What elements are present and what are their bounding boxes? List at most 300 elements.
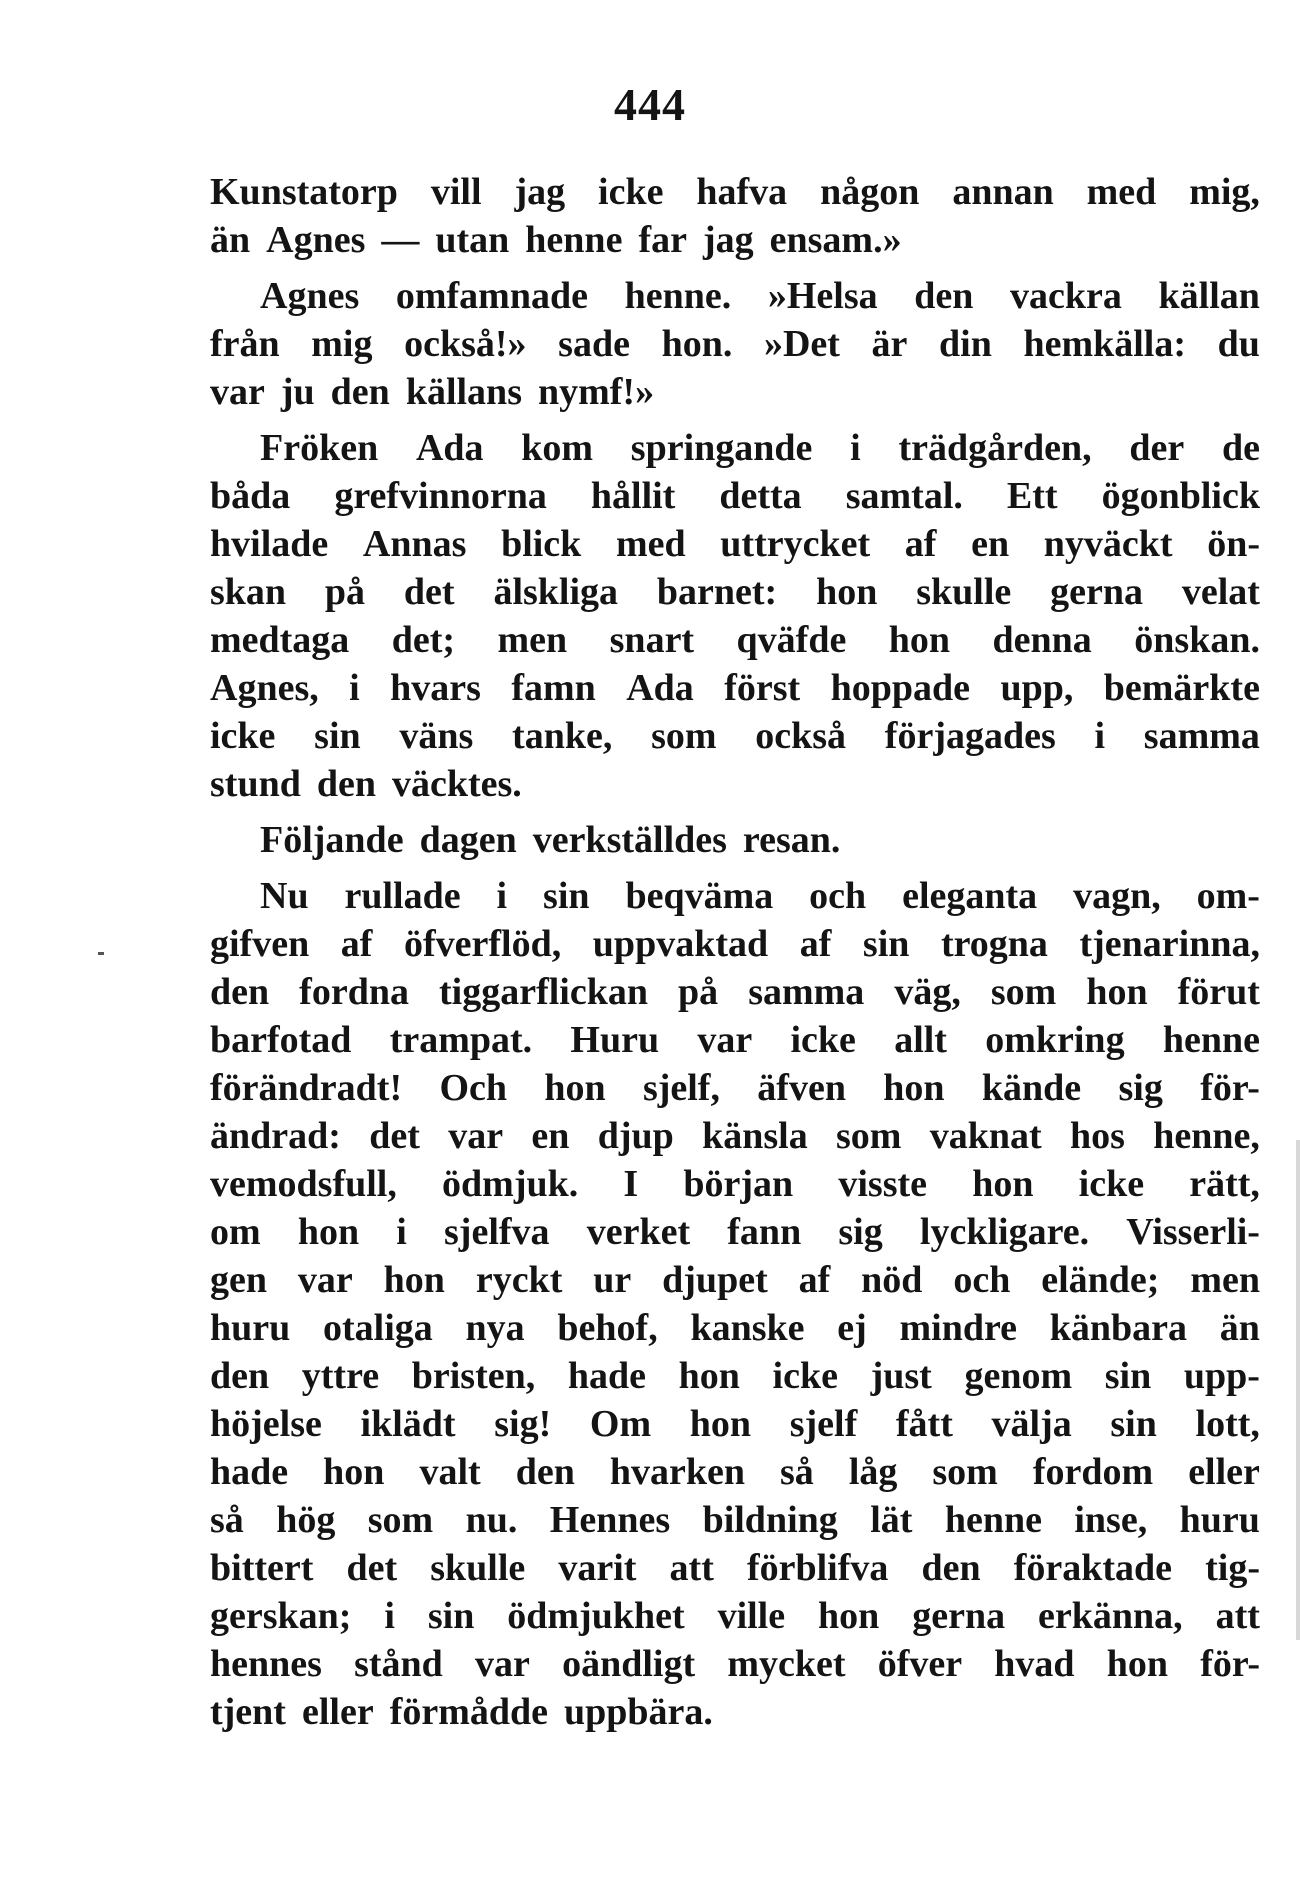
word: ödmjukhet [507, 1595, 685, 1637]
text-line [210, 712, 1260, 760]
word: början [683, 1163, 794, 1205]
word: yttre [301, 1355, 380, 1397]
text-line [210, 664, 1260, 712]
word: men [1190, 1259, 1260, 1301]
word: eller [301, 1691, 374, 1733]
word: der [1129, 427, 1185, 469]
word: Agnes [266, 219, 366, 261]
word: bittert [210, 1547, 314, 1589]
word: elände; [1041, 1259, 1160, 1301]
word: henne. [624, 275, 732, 317]
word: känbara [1049, 1307, 1188, 1349]
text-line [210, 216, 1260, 264]
word: mig [311, 323, 373, 365]
word: det; [391, 619, 456, 661]
word: som [990, 971, 1057, 1013]
word: den [316, 763, 376, 805]
word: din [939, 323, 992, 365]
word: lät [870, 1499, 913, 1541]
word: tanke, [512, 715, 613, 757]
word: hoppade [830, 667, 971, 709]
text-line [210, 1160, 1260, 1208]
word: genom [964, 1355, 1073, 1397]
word: »Det [763, 323, 840, 365]
word: den [515, 1451, 575, 1493]
word: lyckligare. [919, 1211, 1090, 1253]
text-line [210, 1400, 1260, 1448]
word: hennes [210, 1643, 322, 1685]
word: låg [848, 1451, 898, 1493]
word: hon [678, 1355, 740, 1397]
word: resan. [742, 819, 841, 861]
word: tjent [210, 1691, 286, 1733]
word: Visserli- [1126, 1211, 1260, 1253]
word: samma [1143, 715, 1260, 757]
word: den [330, 371, 390, 413]
word: barfotad [210, 1019, 352, 1061]
word: sjelfva [444, 1211, 550, 1253]
text-line [210, 320, 1260, 368]
word: omfamnade [395, 275, 588, 317]
word: förmådde [389, 1691, 548, 1733]
word: det [346, 1547, 398, 1589]
word: om [210, 1211, 261, 1253]
word: huru [1179, 1499, 1260, 1541]
word: jag [702, 219, 754, 261]
word: trampat. [389, 1019, 533, 1061]
word: en [971, 523, 1010, 565]
word: samma [748, 971, 865, 1013]
text-line [210, 616, 1260, 664]
word: hon [689, 1403, 752, 1445]
word: ville [717, 1595, 786, 1637]
word: du [1217, 323, 1260, 365]
word: den [210, 1355, 270, 1397]
word: Och [439, 1067, 507, 1109]
word: att [1215, 1595, 1260, 1637]
word: af [340, 923, 373, 965]
word: hon. [661, 323, 733, 365]
word: gerna [1050, 571, 1143, 613]
word: bristen, [411, 1355, 536, 1397]
word: gen [210, 1259, 267, 1301]
word: båda [210, 475, 291, 517]
word: denna [992, 619, 1092, 661]
word: bildning [702, 1499, 838, 1541]
word: omkring [985, 1019, 1125, 1061]
word: sig! [494, 1403, 552, 1445]
word: valt [419, 1451, 481, 1493]
word: sin [862, 923, 910, 965]
word: hvars [390, 667, 481, 709]
word: upp, [1000, 667, 1074, 709]
text-line [210, 520, 1260, 568]
paragraph-gap [210, 808, 1260, 816]
word: den [210, 971, 270, 1013]
paragraph-gap [210, 264, 1260, 272]
text-line [210, 1112, 1260, 1160]
word: som [367, 1499, 434, 1541]
word: förjagades [884, 715, 1056, 757]
word: sin [1110, 1403, 1157, 1445]
word: sin [427, 1595, 475, 1637]
word: hon [888, 619, 951, 661]
word: sin [314, 715, 361, 757]
word: som [651, 715, 717, 757]
word: af [798, 1259, 831, 1301]
word: äfven [757, 1067, 846, 1109]
word: inse, [1074, 1499, 1148, 1541]
word: öfverflöd, [404, 923, 562, 965]
word: rätt, [1189, 1163, 1260, 1205]
word: med [1086, 171, 1157, 213]
word: af [904, 523, 937, 565]
text-line [210, 760, 1260, 808]
text-line [210, 1544, 1260, 1592]
word: hon [818, 1595, 880, 1637]
text-line [210, 1448, 1260, 1496]
word: hon [883, 1067, 945, 1109]
word: sjelf, [642, 1067, 720, 1109]
word: hon [383, 1259, 445, 1301]
word: och [953, 1259, 1011, 1301]
word: Om [589, 1403, 652, 1445]
word: djup [597, 1115, 674, 1157]
word: hon [972, 1163, 1034, 1205]
word: trädgården, [898, 427, 1092, 469]
page-edge-shadow [1296, 1140, 1300, 1640]
word: mig, [1189, 171, 1260, 213]
word: stund [210, 763, 301, 805]
text-line [210, 1496, 1260, 1544]
word: väcktes. [391, 763, 522, 805]
word: qväfde [736, 619, 847, 661]
word: öfver [877, 1643, 963, 1685]
word: Hennes [549, 1499, 671, 1541]
word: på [324, 571, 366, 613]
word: Följande [260, 819, 404, 861]
word: uttrycket [720, 523, 871, 565]
text-line [210, 1064, 1260, 1112]
word: hemkälla: [1023, 323, 1187, 365]
word: »Helsa [767, 275, 878, 317]
word: på [678, 971, 719, 1013]
text-line [210, 920, 1260, 968]
word: stånd [354, 1643, 443, 1685]
word: eller [1188, 1451, 1260, 1493]
word: kom [521, 427, 594, 469]
word: mycket [727, 1643, 846, 1685]
word: den [914, 275, 974, 317]
word: verket [586, 1211, 691, 1253]
word: Agnes [260, 275, 360, 317]
word: det [369, 1115, 420, 1157]
word: någon [820, 171, 920, 213]
word: huru [210, 1307, 291, 1349]
word: ändrad: [210, 1115, 341, 1157]
word: jag [514, 171, 566, 213]
word: snart [609, 619, 695, 661]
word: fått [895, 1403, 953, 1445]
word: Fröken [260, 427, 379, 469]
word: mindre [899, 1307, 1018, 1349]
word: dagen [419, 819, 517, 861]
word: verkställdes [532, 819, 727, 861]
word: Huru [570, 1019, 660, 1061]
word: tiggarflickan [439, 971, 648, 1013]
word: Annas [362, 523, 467, 565]
text-line [210, 1304, 1260, 1352]
word: från [210, 323, 280, 365]
text-line [210, 1592, 1260, 1640]
word: skulle [916, 571, 1012, 613]
text-line [210, 1688, 1260, 1736]
word: ur [593, 1259, 632, 1301]
word: eleganta [902, 875, 1038, 917]
word: hade [210, 1451, 289, 1493]
word: för- [1200, 1643, 1260, 1685]
word: en [531, 1115, 570, 1157]
word: hon [297, 1211, 360, 1253]
word: först [724, 667, 801, 709]
word: än [1219, 1307, 1260, 1349]
word: förut [1177, 971, 1260, 1013]
word: är [871, 323, 908, 365]
word: också [755, 715, 847, 757]
word: i [349, 667, 360, 709]
paragraph-gap [210, 864, 1260, 872]
word: Ett [1006, 475, 1058, 517]
word: väg, [894, 971, 961, 1013]
word: känsla [702, 1115, 808, 1157]
word: annan [952, 171, 1054, 213]
word: gifven [210, 923, 310, 965]
body-text [210, 168, 1260, 1736]
word: blick [501, 523, 582, 565]
word: trogna [940, 923, 1048, 965]
word: samtal. [845, 475, 963, 517]
word: I [623, 1163, 639, 1205]
word: — [381, 219, 420, 261]
word: tjenarinna, [1079, 923, 1260, 965]
word: oändligt [562, 1643, 696, 1685]
word: väns [399, 715, 474, 757]
word: välja [991, 1403, 1072, 1445]
word: sig [838, 1211, 883, 1253]
word: älskliga [493, 571, 619, 613]
word: förändradt! [210, 1067, 403, 1109]
word: uppvaktad [592, 923, 769, 965]
text-line [210, 1016, 1260, 1064]
word: nöd [861, 1259, 923, 1301]
word: var [210, 371, 265, 413]
word: skulle [430, 1547, 526, 1589]
word: förblifva [746, 1547, 889, 1589]
word: om- [1196, 875, 1260, 917]
paragraph-gap [210, 416, 1260, 424]
word: ön- [1207, 523, 1260, 565]
word: föraktade [1013, 1547, 1173, 1589]
word: barnet: [656, 571, 778, 613]
word: hon [816, 571, 878, 613]
word: icke [790, 1019, 856, 1061]
word: för- [1200, 1067, 1260, 1109]
word: famn [511, 667, 596, 709]
word: velat [1181, 571, 1260, 613]
word: sade [558, 323, 630, 365]
word: var [697, 1019, 753, 1061]
word: just [870, 1355, 932, 1397]
word: kände [981, 1067, 1082, 1109]
word: så [780, 1451, 814, 1493]
word: vaknat [929, 1115, 1042, 1157]
text-line [210, 368, 1260, 416]
text-line [210, 1208, 1260, 1256]
word: upp- [1183, 1355, 1260, 1397]
word: hvilade [210, 523, 329, 565]
word: i [496, 875, 508, 917]
word: detta [719, 475, 802, 517]
word: i [1094, 715, 1106, 757]
word: hvad [994, 1643, 1075, 1685]
word: hon [323, 1451, 385, 1493]
word: rullade [344, 875, 461, 917]
word: sig [1118, 1067, 1163, 1109]
word: fordom [1032, 1451, 1154, 1493]
word: icke [772, 1355, 838, 1397]
text-line [210, 872, 1260, 920]
text-line [210, 168, 1260, 216]
text-line [210, 272, 1260, 320]
word: henne [944, 1499, 1042, 1541]
word: utan [435, 219, 510, 261]
word: skan [210, 571, 287, 613]
word: iklädt [360, 1403, 456, 1445]
word: ju [280, 371, 315, 413]
word: men [497, 619, 568, 661]
word: ödmjuk. [442, 1163, 579, 1205]
word: icke [210, 715, 276, 757]
word: springande [630, 427, 813, 469]
text-line [210, 1352, 1260, 1400]
text-line [210, 1640, 1260, 1688]
word: fordna [299, 971, 409, 1013]
word: sjelf [789, 1403, 858, 1445]
word: att [669, 1547, 714, 1589]
margin-mark [98, 952, 104, 955]
word: fann [727, 1211, 802, 1253]
word: nu. [465, 1499, 518, 1541]
word: lott, [1195, 1403, 1260, 1445]
text-line [210, 424, 1260, 472]
text-line [210, 568, 1260, 616]
word: Agnes, [210, 667, 319, 709]
word: gerna [912, 1595, 1006, 1637]
word: djupet [662, 1259, 768, 1301]
word: hvarken [609, 1451, 745, 1493]
text-line [210, 968, 1260, 1016]
word: höjelse [210, 1403, 322, 1445]
text-line [210, 472, 1260, 520]
text-line [210, 816, 1260, 864]
word: så [210, 1499, 244, 1541]
text-line [210, 1256, 1260, 1304]
word: kanske [690, 1307, 805, 1349]
word: erkänna, [1038, 1595, 1183, 1637]
word: i [850, 427, 861, 469]
word: källan [1158, 275, 1260, 317]
word: än [210, 219, 251, 261]
word: de [1221, 427, 1260, 469]
word: ögonblick [1101, 475, 1260, 517]
word: hon [1106, 1643, 1169, 1685]
word: medtaga [210, 619, 350, 661]
word: far [638, 219, 687, 261]
word: hon [1086, 971, 1148, 1013]
word: hafva [696, 171, 788, 213]
word: allt [894, 1019, 947, 1061]
word: tig- [1205, 1547, 1260, 1589]
word: uppbära. [564, 1691, 713, 1733]
word: önskan. [1134, 619, 1260, 661]
word: af [799, 923, 832, 965]
word: nyväckt [1043, 523, 1173, 565]
word: nya [465, 1307, 525, 1349]
word: bemärkte [1103, 667, 1260, 709]
page-number: 444 [614, 79, 686, 130]
word: visste [838, 1163, 928, 1205]
word: i [396, 1211, 407, 1253]
word: och [809, 875, 867, 917]
word: varit [558, 1547, 637, 1589]
word: i [384, 1595, 395, 1637]
word: som [932, 1451, 998, 1493]
word: ryckt [475, 1259, 563, 1301]
word: som [836, 1115, 902, 1157]
word: icke [1078, 1163, 1145, 1205]
word: hos [1070, 1115, 1125, 1157]
word: Ada [626, 667, 694, 709]
word: Ada [415, 427, 484, 469]
word: vemodsfull, [210, 1163, 397, 1205]
word: gerskan; [210, 1595, 352, 1637]
word: den [921, 1547, 981, 1589]
word: med [615, 523, 686, 565]
word: Nu [260, 875, 309, 917]
word: ej [837, 1307, 867, 1349]
word: hög [276, 1499, 336, 1541]
word: källans [405, 371, 522, 413]
word: var [475, 1643, 530, 1685]
word: behof, [557, 1307, 658, 1349]
word: henne [1162, 1019, 1260, 1061]
word: var [448, 1115, 504, 1157]
word: hållit [590, 475, 676, 517]
word: ensam.» [769, 219, 902, 261]
word: vill [430, 171, 482, 213]
word: Kunstatorp [210, 171, 398, 213]
word: vackra [1010, 275, 1122, 317]
word: vagn, [1073, 875, 1161, 917]
word: hade [567, 1355, 647, 1397]
word: icke [598, 171, 664, 213]
word: det [403, 571, 455, 613]
word: grefvinnorna [334, 475, 547, 517]
word: henne, [1153, 1115, 1260, 1157]
word: hon [544, 1067, 606, 1109]
word: nymf!» [537, 371, 655, 413]
word: också!» [404, 323, 527, 365]
